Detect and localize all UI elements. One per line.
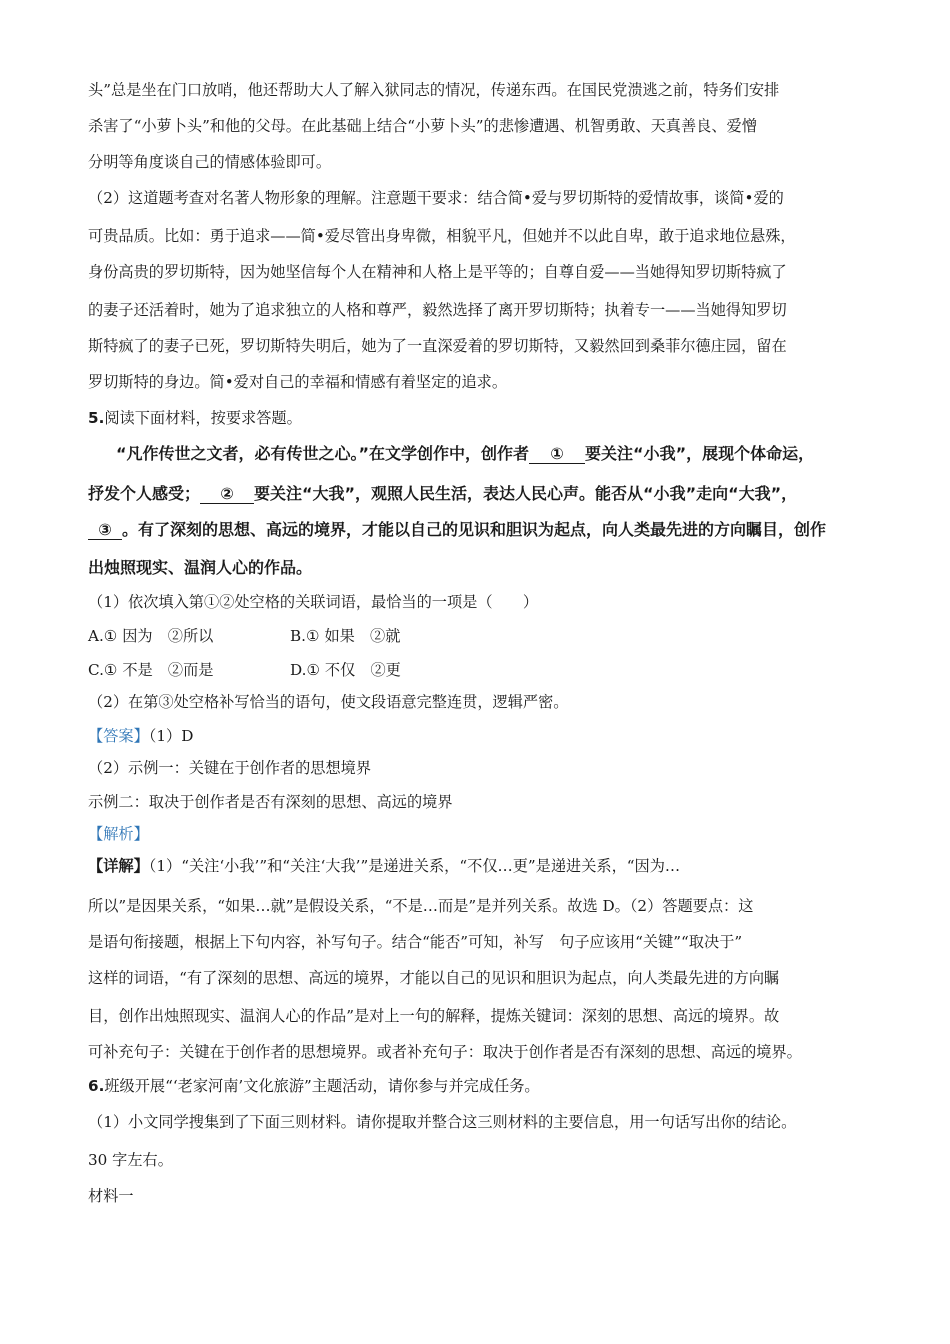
options-row-1 <box>88 626 688 646</box>
question-stem: 班级开展“‘老家河南’文化旅游”主题活动，请你参与并完成任务。 <box>104 1077 540 1095</box>
question-number: 6. <box>88 1077 105 1095</box>
q6-sub-question-1: （1）小文同学搜集到了下面三则材料。请你提取并整合这三则材料的主要信息，用一句话写出你的结论。 <box>88 1113 797 1131</box>
passage-line-2 <box>88 484 797 504</box>
blank-2: ② <box>200 485 254 504</box>
sub-question-1: （1）依次填入第①②处空格的关联词语，最恰当的一项是（ ） <box>88 593 539 611</box>
blank-3: ③ <box>88 521 122 540</box>
material-label: 材料一 <box>88 1187 134 1205</box>
option-c: C.① 不是 ②而是 <box>88 661 214 679</box>
sub-question-2: （2）在第③处空格补写恰当的语句，使文段语意完整连贯，逻辑严密。 <box>88 693 569 711</box>
option-a: A.① 因为 ②所以 <box>88 627 214 645</box>
analysis-line: 头”总是坐在门口放哨，他还帮助大人了解入狱同志的情况，传递东西。在国民党溃逃之前，特务们安排 <box>88 81 780 99</box>
answer-example-1: （2）示例一：关键在于创作者的思想境界 <box>88 759 372 777</box>
detail-text: （1）“关注‘小我’”和“关注‘大我’”是递进关系，“不仅…更”是递进关系，“因为… <box>148 857 681 875</box>
passage-text: 要关注“大我”，观照人民生活，表达人民心声。能否从“小我”走向“大我”， <box>254 484 798 503</box>
analysis-tag: 【解析】 <box>88 825 149 843</box>
detail-line: 目，创作出烛照现实、温润人心的作品”是对上一句的解释，提炼关键词：深刻的思想、高远的境界。故 <box>88 1007 780 1025</box>
question-number: 5. <box>88 409 105 427</box>
option-b: B.① 如果 ②就 <box>290 627 401 645</box>
detail-line: 可补充句子：关键在于创作者的思想境界。或者补充句子：取决于创作者是否有深刻的思想、高远的境界。 <box>88 1043 802 1061</box>
analysis-line: 分明等角度谈自己的情感体验即可。 <box>88 153 331 171</box>
analysis-line: 杀害了“小萝卜头”和他的父母。在此基础上结合“小萝卜头”的悲惨遭遇、机智勇敢、天真善良、爱憎 <box>88 117 757 135</box>
answer-text: （1）D <box>148 727 194 745</box>
detail-line: 这样的词语，“有了深刻的思想、高远的境界，才能以自己的见识和胆识为起点，向人类最先进的方向瞩 <box>88 969 780 987</box>
answer-tag: 【答案】 <box>88 727 149 745</box>
options-row-2 <box>88 660 688 680</box>
analysis-line: 斯特疯了的妻子已死，罗切斯特失明后，她为了一直深爱着的罗切斯特，又毅然回到桑菲尔德庄园，留在 <box>88 337 787 355</box>
question-6-heading <box>88 1076 540 1096</box>
passage-line-1 <box>116 444 814 464</box>
passage-text: 抒发个人感受； <box>88 484 201 503</box>
q6-word-limit: 30 字左右。 <box>88 1151 173 1169</box>
question-5-heading <box>88 408 302 428</box>
answer-line <box>88 726 193 746</box>
passage-line-4: 出烛照现实、温润人心的作品。 <box>88 558 313 577</box>
detail-line-1 <box>88 856 680 876</box>
passage-text: 要关注“小我”，展现个体命运， <box>585 444 815 463</box>
question-stem: 阅读下面材料，按要求答题。 <box>104 409 302 427</box>
analysis-line: 罗切斯特的身边。简•爱对自己的幸福和情感有着坚定的追求。 <box>88 373 508 391</box>
answer-example-2: 示例二：取决于创作者是否有深刻的思想、高远的境界 <box>88 793 453 811</box>
analysis-line: 可贵品质。比如：勇于追求——简•爱尽管出身卑微，相貌平凡，但她并不以此自卑，敢于追求地位悬殊， <box>88 227 796 245</box>
passage-text: “凡作传世之文者，必有传世之心。”在文学创作中，创作者 <box>116 444 530 463</box>
analysis-line: 身份高贵的罗切斯特，因为她坚信每个人在精神和人格上是平等的；自尊自爱——当她得知罗切斯特疯了 <box>88 263 787 281</box>
detail-tag: 【详解】 <box>88 857 149 875</box>
passage-line-3 <box>88 520 826 540</box>
detail-line: 是语句衔接题，根据上下句内容，补写句子。结合“能否”可知，补写 句子应该用“关键”“取决于” <box>88 933 743 951</box>
blank-1: ① <box>529 445 585 464</box>
analysis-line: 的妻子还活着时，她为了追求独立的人格和尊严，毅然选择了离开罗切斯特；执着专一——当她得知罗切 <box>88 301 787 319</box>
option-d: D.① 不仅 ②更 <box>290 661 401 679</box>
analysis-line: （2）这道题考查对名著人物形象的理解。注意题干要求：结合简•爱与罗切斯特的爱情故事，谈简•爱的 <box>88 189 784 207</box>
passage-text: 。有了深刻的思想、高远的境界，才能以自己的见识和胆识为起点，向人类最先进的方向瞩目，创作 <box>122 520 827 539</box>
detail-line: 所以”是因果关系，“如果…就”是假设关系，“不是…而是”是并列关系。故选 D。（2）答题要点：这 <box>88 897 754 915</box>
